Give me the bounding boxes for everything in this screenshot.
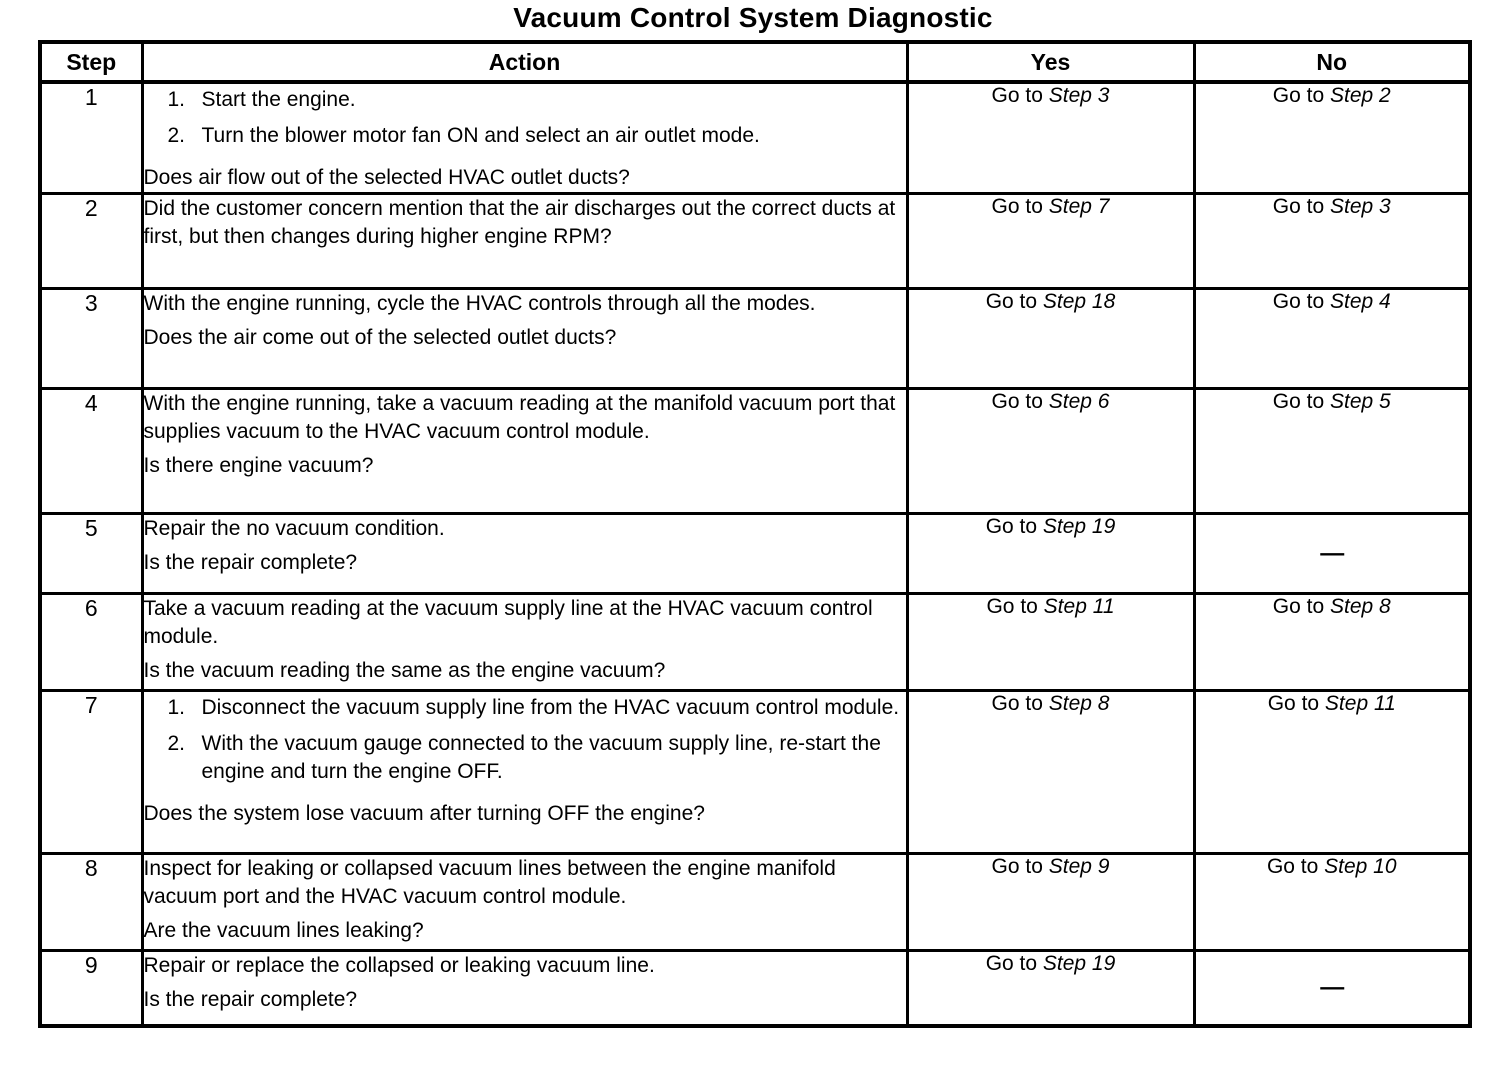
action-cell xyxy=(142,289,907,389)
step-reference: Step 9 xyxy=(1048,855,1110,878)
list-item: 2. Turn the blower motor fan ON and select an air outlet mode. xyxy=(167,124,760,147)
step-reference: Step 11 xyxy=(1043,595,1115,618)
step-reference: Step 4 xyxy=(1329,290,1391,313)
table-row xyxy=(40,389,1470,514)
no-cell: Go to Step 2 xyxy=(1194,82,1470,194)
step-reference: Step 19 xyxy=(1042,952,1116,975)
yes-cell: Go to Step 11 xyxy=(907,594,1194,691)
action-cell xyxy=(142,389,907,514)
action-question: Is the repair complete? xyxy=(143,551,358,574)
step-reference: Step 8 xyxy=(1048,692,1110,715)
list-item: 1. Disconnect the vacuum supply line from the HVAC vacuum control module. xyxy=(167,696,900,719)
column-header-step: Step xyxy=(40,42,142,82)
list-item: 2. With the vacuum gauge connected to the vacuum supply line, re-start the engine and turn the engine OFF. xyxy=(167,732,881,783)
action-cell xyxy=(142,514,907,594)
action-question: Is there engine vacuum? xyxy=(143,454,374,477)
step-number: 4 xyxy=(40,389,142,514)
action-question: Is the vacuum reading the same as the engine vacuum? xyxy=(143,659,666,682)
table-row xyxy=(40,82,1470,194)
step-number: 9 xyxy=(40,951,142,1026)
action-cell xyxy=(142,594,907,691)
step-number: 3 xyxy=(40,289,142,389)
step-reference: Step 19 xyxy=(1042,515,1116,538)
yes-cell: Go to Step 19 xyxy=(907,951,1194,1026)
action-cell xyxy=(142,194,907,289)
yes-cell: Go to Step 7 xyxy=(907,194,1194,289)
no-cell: Go to Step 5 xyxy=(1194,389,1470,514)
yes-cell: Go to Step 8 xyxy=(907,691,1194,854)
step-number: 6 xyxy=(40,594,142,691)
step-reference: Step 8 xyxy=(1329,595,1391,618)
action-cell xyxy=(142,951,907,1026)
no-cell: Go to Step 3 xyxy=(1194,194,1470,289)
action-statement: Did the customer concern mention that the air discharges out the correct ducts at first, but then changes during higher engine RPM? xyxy=(143,197,896,248)
em-dash: — xyxy=(1320,973,1344,1001)
action-cell xyxy=(142,691,907,854)
table-row xyxy=(40,951,1470,1026)
action-question: Is the repair complete? xyxy=(143,988,358,1011)
step-reference: Step 3 xyxy=(1329,195,1391,218)
em-dash: — xyxy=(1320,539,1344,567)
step-reference: Step 6 xyxy=(1048,390,1110,413)
no-cell xyxy=(1194,514,1470,594)
action-question: Does the system lose vacuum after turning OFF the engine? xyxy=(143,802,705,825)
action-statement: Take a vacuum reading at the vacuum supply line at the HVAC vacuum control module. xyxy=(143,597,873,648)
action-question: Are the vacuum lines leaking? xyxy=(143,919,424,942)
table-row xyxy=(40,514,1470,594)
step-reference: Step 5 xyxy=(1329,390,1391,413)
step-reference: Step 3 xyxy=(1048,84,1110,107)
step-reference: Step 7 xyxy=(1048,195,1110,218)
step-reference: Step 10 xyxy=(1324,855,1397,878)
action-statement: With the engine running, cycle the HVAC controls through all the modes. xyxy=(143,292,816,315)
table-header-row xyxy=(40,42,1470,82)
table-row xyxy=(40,289,1470,389)
diagnostic-table xyxy=(38,40,1472,1028)
no-cell: Go to Step 10 xyxy=(1194,854,1470,951)
action-question: Does the air come out of the selected outlet ducts? xyxy=(143,326,617,349)
step-number: 1 xyxy=(40,82,142,194)
no-cell xyxy=(1194,951,1470,1026)
yes-cell: Go to Step 19 xyxy=(907,514,1194,594)
column-header-action: Action xyxy=(142,42,907,82)
column-header-no: No xyxy=(1194,42,1470,82)
step-reference: Step 2 xyxy=(1329,84,1391,107)
step-number: 7 xyxy=(40,691,142,854)
list-item: 1. Start the engine. xyxy=(167,88,356,111)
yes-cell: Go to Step 18 xyxy=(907,289,1194,389)
column-header-yes: Yes xyxy=(907,42,1194,82)
step-number: 2 xyxy=(40,194,142,289)
action-statement: Repair or replace the collapsed or leaking vacuum line. xyxy=(143,954,655,977)
table-row xyxy=(40,594,1470,691)
no-cell: Go to Step 4 xyxy=(1194,289,1470,389)
yes-cell: Go to Step 9 xyxy=(907,854,1194,951)
step-reference: Step 18 xyxy=(1042,290,1116,313)
step-number: 5 xyxy=(40,514,142,594)
table-row xyxy=(40,691,1470,854)
action-statement: With the engine running, take a vacuum reading at the manifold vacuum port that supplies vacuum to the HVAC vacuum control module. xyxy=(143,392,896,443)
page-title: Vacuum Control System Diagnostic xyxy=(513,2,993,33)
action-cell xyxy=(142,854,907,951)
action-numbered-list xyxy=(144,694,906,794)
no-cell: Go to Step 11 xyxy=(1194,691,1470,854)
action-statement: Repair the no vacuum condition. xyxy=(143,517,445,540)
yes-cell: Go to Step 6 xyxy=(907,389,1194,514)
step-reference: Step 11 xyxy=(1324,692,1396,715)
action-statement: Inspect for leaking or collapsed vacuum lines between the engine manifold vacuum port and the HVAC vacuum control module. xyxy=(143,857,836,908)
yes-cell: Go to Step 3 xyxy=(907,82,1194,194)
table-row xyxy=(40,854,1470,951)
table-row xyxy=(40,194,1470,289)
action-cell xyxy=(142,82,907,194)
step-number: 8 xyxy=(40,854,142,951)
action-question: Does air flow out of the selected HVAC outlet ducts? xyxy=(143,166,630,189)
no-cell: Go to Step 8 xyxy=(1194,594,1470,691)
action-numbered-list xyxy=(144,86,906,158)
